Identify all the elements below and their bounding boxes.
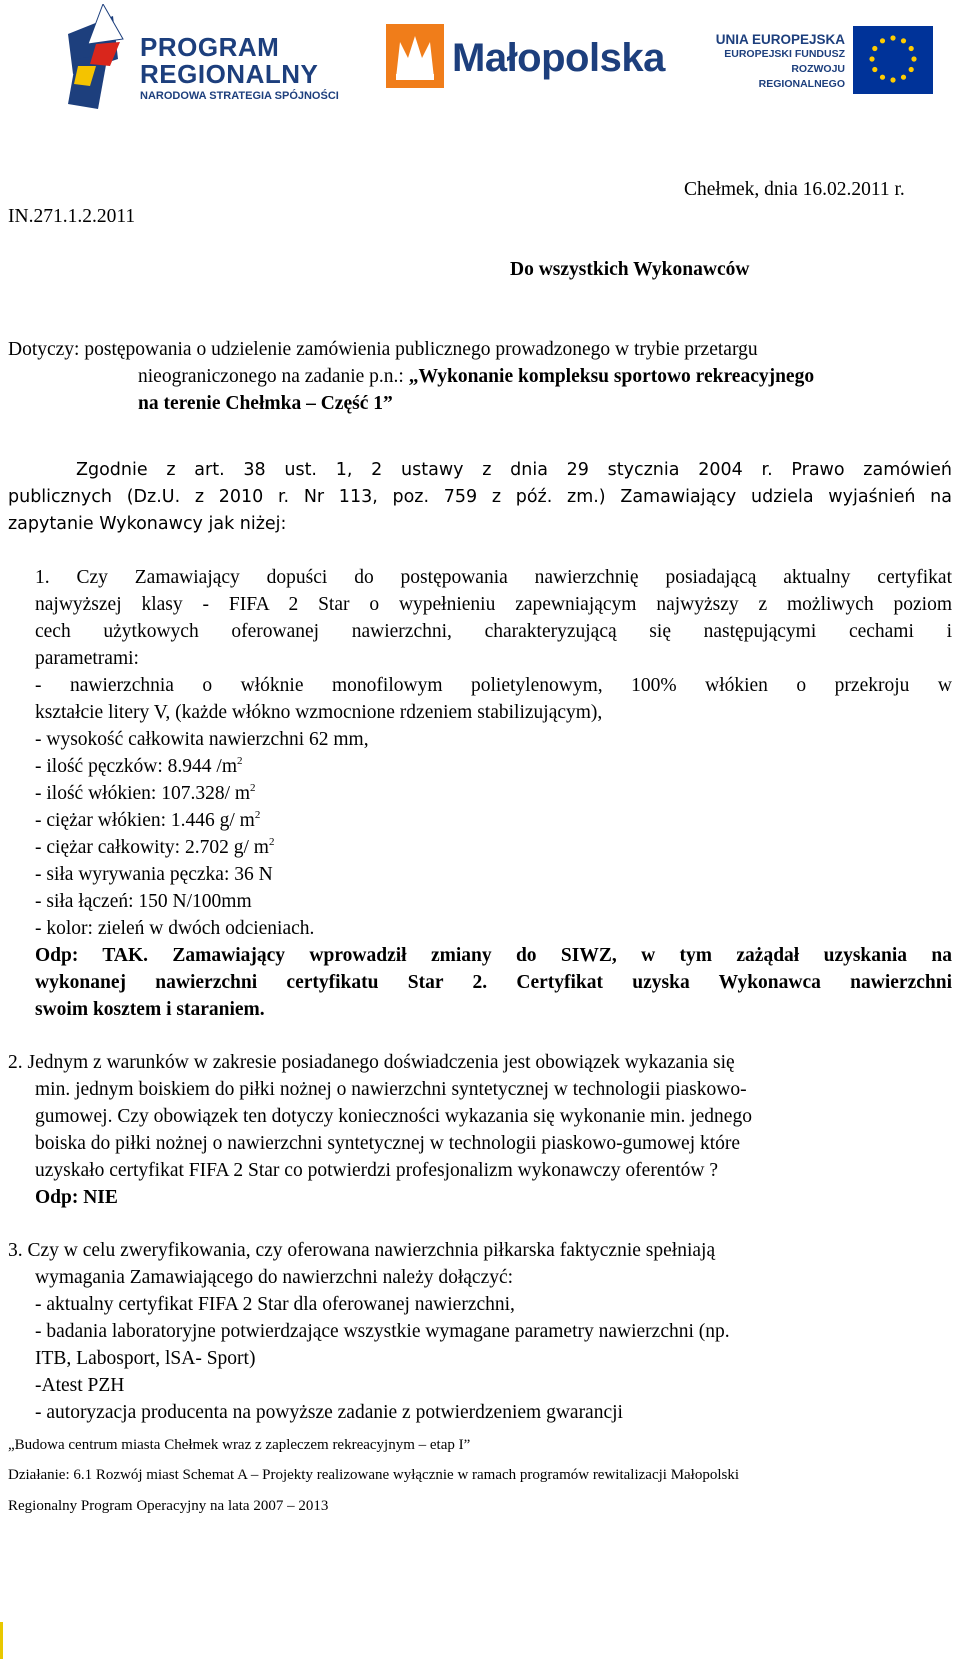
superscript-2: 2	[268, 836, 275, 848]
eu-line2: EUROPEJSKI FUNDUSZ	[724, 48, 845, 60]
q1-bullet4-text: - ilość włókien: 107.328/ m	[35, 783, 251, 804]
q1-bullet1a: - nawierzchnia o włóknie monofilowym polietylenowym, 100% włókien o przekroju w	[35, 675, 952, 696]
eu-line3: ROZWOJU REGIONALNEGO	[758, 63, 845, 90]
page-edge-marker	[0, 1622, 3, 1659]
q2-line3: gumowej. Czy obowiązek ten dotyczy konieczności wykazania się wykonanie min. jednego	[35, 1106, 752, 1127]
q1-line2: najwyższej klasy - FIFA 2 Star o wypełnieniu zapewniającym najwyższy z możliwych poziom	[35, 594, 952, 615]
malopolska-logo	[386, 22, 665, 94]
q1-bullet6	[35, 834, 274, 861]
q3-line4: - badania laboratoryjne potwierdzające wszystkie wymagane parametry nawierzchni (np.	[35, 1321, 730, 1342]
q1-answer-line3: swoim kosztem i staraniem.	[35, 999, 265, 1020]
malopolska-text: Małopolska	[452, 36, 665, 80]
program-title-line2: REGIONALNY	[140, 59, 319, 89]
q2-line1: 2. Jednym z warunków w zakresie posiadanego doświadczenia jest obowiązek wykazania się	[8, 1052, 735, 1073]
eu-logo	[705, 26, 935, 96]
subject-line2	[138, 363, 814, 390]
q1-line1: 1. Czy Zamawiający dopuści do postępowania nawierzchnię posiadającą aktualny certyfikat	[35, 567, 952, 588]
superscript-2: 2	[237, 755, 243, 767]
q1-answer-line1: Odp: TAK. Zamawiający wprowadził zmiany do SIWZ, w tym zażądał uzyskania na	[35, 945, 952, 966]
q2-answer: Odp: NIE	[35, 1187, 118, 1208]
program-title	[140, 34, 318, 88]
q2-line4: boiska do piłki nożnej o nawierzchni syntetycznej w technologii piaskowo-gumowej które	[35, 1133, 741, 1154]
q2-line5: uzyskało certyfikat FIFA 2 Star co potwierdzi profesjonalizm wykonawczy oferentów ?	[35, 1160, 719, 1181]
q1-bullet5	[35, 807, 260, 834]
q1-bullet6-text: - ciężar całkowity: 2.702 g/ m	[35, 837, 269, 858]
subject-line1: Dotyczy: postępowania o udzielenie zamówienia publicznego prowadzonego w trybie przetargu	[8, 339, 758, 360]
q3-line1: 3. Czy w celu zweryfikowania, czy oferowana nawierzchnia piłkarska faktycznie spełniają	[8, 1240, 716, 1261]
program-regionalny-logo	[68, 4, 368, 114]
footer-program: Regionalny Program Operacyjny na lata 2007 – 2013	[8, 1498, 329, 1514]
q1-answer-line2: wykonanej nawierzchni certyfikatu Star 2. Certyfikat uzyska Wykonawca nawierzchni	[35, 972, 952, 993]
q3-line6: -Atest PZH	[35, 1375, 125, 1396]
q1-bullet9: - kolor: zieleń w dwóch odcieniach.	[35, 918, 315, 939]
q3-line3: - aktualny certyfikat FIFA 2 Star dla oferowanej nawierzchni,	[35, 1294, 515, 1315]
q1-line4: parametrami:	[35, 648, 139, 669]
footer-project: „Budowa centrum miasta Chełmek wraz z zapleczem rekreacyjnym – etap I”	[8, 1437, 471, 1453]
malopolska-emblem-icon	[386, 24, 444, 88]
q1-bullet4	[35, 780, 256, 807]
eu-flag-icon	[853, 26, 933, 94]
intro-line3: zapytanie Wykonawcy jak niżej:	[8, 514, 287, 534]
footer-action: Działanie: 6.1 Rozwój miast Schemat A – Projekty realizowane wyłącznie w ramach programów rewitalizacji Małopolski	[8, 1467, 740, 1483]
q3-line5: ITB, Labosport, lSA- Sport)	[35, 1348, 256, 1369]
q1-bullet7: - siła wyrywania pęczka: 36 N	[35, 864, 273, 885]
subject-title-part2: na terenie Chełmka – Część 1”	[138, 393, 393, 414]
place-date: Chełmek, dnia 16.02.2011 r.	[684, 179, 905, 200]
superscript-2: 2	[250, 782, 256, 794]
addressee: Do wszystkich Wykonawców	[510, 259, 750, 280]
intro-line2: publicznych (Dz.U. z 2010 r. Nr 113, poz. 759 z póź. zm.) Zamawiający udziela wyjaśnień na	[8, 487, 952, 507]
q1-bullet1b: kształcie litery V, (każde włókno wzmocnione rdzeniem stabilizującym),	[35, 702, 603, 723]
eu-text	[705, 32, 845, 92]
q1-bullet3	[35, 753, 243, 780]
q3-line2: wymagania Zamawiającego do nawierzchni należy dołączyć:	[35, 1267, 514, 1288]
eu-line1: UNIA EUROPEJSKA	[715, 32, 845, 47]
subject-line2-plain: nieograniczonego na zadanie p.n.:	[138, 366, 409, 387]
program-subtitle: NARODOWA STRATEGIA SPÓJNOŚCI	[140, 90, 339, 102]
q1-bullet8: - siła łączeń: 150 N/100mm	[35, 891, 252, 912]
q3-line7: - autoryzacja producenta na powyższe zadanie z potwierdzeniem gwarancji	[35, 1402, 623, 1423]
program-title-line1: PROGRAM	[140, 32, 280, 62]
reference-number: IN.271.1.2.2011	[8, 206, 136, 227]
intro-line1: Zgodnie z art. 38 ust. 1, 2 ustawy z dnia 29 stycznia 2004 r. Prawo zamówień	[76, 460, 952, 480]
q1-bullet3-text: - ilość pęczków: 8.944 /m	[35, 756, 237, 777]
superscript-2: 2	[254, 809, 261, 821]
q2-line2: min. jednym boiskiem do piłki nożnej o nawierzchni syntetycznej w technologii piaskowo-	[35, 1079, 747, 1100]
q1-line3: cech użytkowych oferowanej nawierzchni, charakteryzującą się następującymi cechami i	[35, 621, 952, 642]
star-logo-icon	[68, 4, 138, 114]
q1-bullet5-text: - ciężar włókien: 1.446 g/ m	[35, 810, 255, 831]
subject-title-part1: „Wykonanie kompleksu sportowo rekreacyjnego	[408, 366, 815, 387]
q1-bullet2: - wysokość całkowita nawierzchni 62 mm,	[35, 729, 369, 750]
